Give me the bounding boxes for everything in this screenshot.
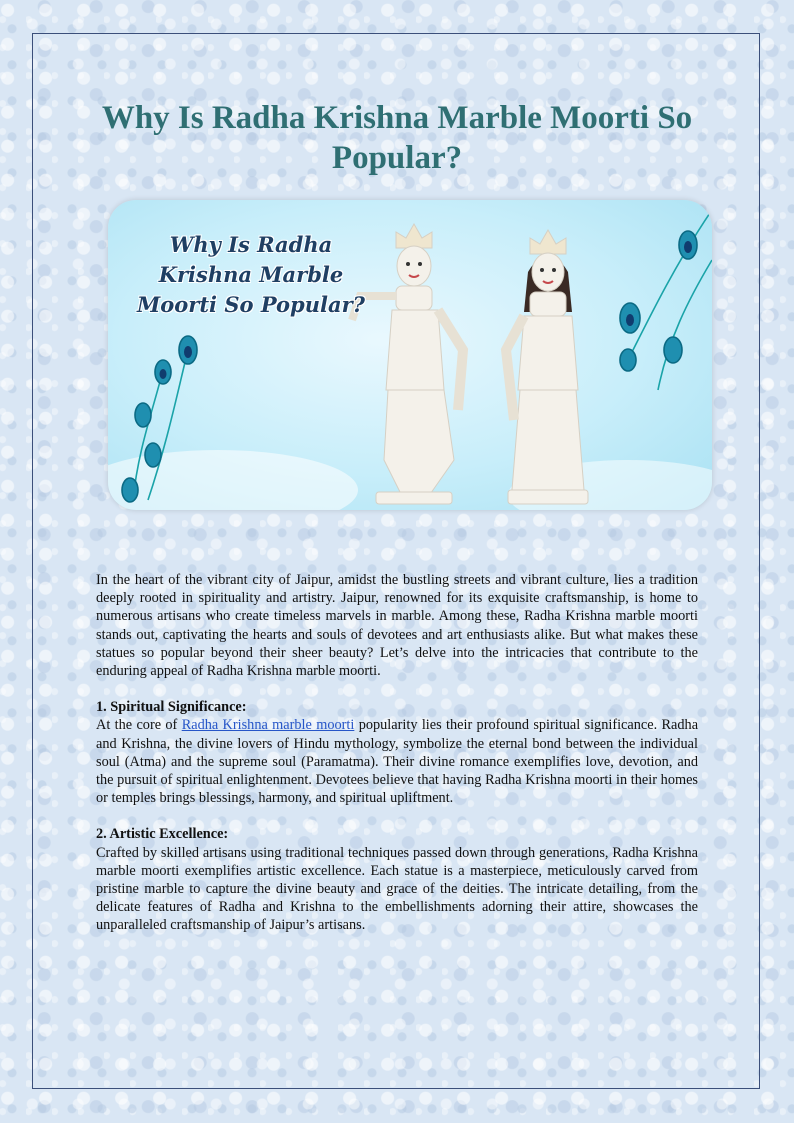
section-text: popularity lies their profound spiritual significance. Radha and Krishna, the divine lovers of Hindu mythology, symbolize the eternal bond between the individual soul (Atma) and the supreme soul (Paramatma). Their divine romance exemplifies love, devotion, and the pursuit of spiritual enlightenment. Devotees believe that having Radha Krishna moorti in their homes or temples brings blessings, harmony, and spiritual upliftment. bbox=[96, 717, 699, 807]
section-lead-text: At the core of bbox=[96, 717, 178, 734]
page-title: Why Is Radha Krishna Marble Moorti So Popular? bbox=[101, 100, 693, 176]
section-paragraph bbox=[96, 716, 698, 807]
section-heading: 1. Spiritual Significance: bbox=[96, 699, 247, 716]
hero-image bbox=[108, 200, 712, 510]
section-heading: 2. Artistic Excellence: bbox=[96, 826, 229, 843]
peacock-feather-right-icon bbox=[620, 210, 712, 390]
radha-krishna-moorti-link[interactable]: Radha Krishna marble moorti bbox=[181, 717, 355, 734]
radha-statue bbox=[506, 230, 588, 504]
section-paragraph: Crafted by skilled artisans using traditional techniques passed down through generations, Radha Krishna marble moorti exemplifies artistic excellence. Each statue is a masterpiece, meticulously carved from pristine marble to capture the divine beauty and grace of the deities. The intricate detailing, from the delicate features of Radha and Krishna to the embellishments adorning their attire, showcases the unparalleled craftsmanship of Jaipur’s artisans. bbox=[96, 844, 698, 934]
intro-paragraph: In the heart of the vibrant city of Jaipur, amidst the bustling streets and vibrant culture, lies a tradition deeply rooted in spirituality and artistry. Jaipur, renowned for its exquisite craftsmanship, is home to numerous artisans who create timeless marvels in marble. Among these, Radha Krishna marble moorti stands out, captivating the hearts and souls of devotees and art enthusiasts alike. But what makes these statues so popular beyond their sheer beauty? Let’s delve into the intricacies that contribute to the enduring appeal of Radha Krishna marble moorti. bbox=[96, 572, 698, 680]
article-body bbox=[96, 571, 698, 935]
banner-caption: Why Is Radha Krishna Marble Moorti So Popular? bbox=[137, 232, 365, 317]
